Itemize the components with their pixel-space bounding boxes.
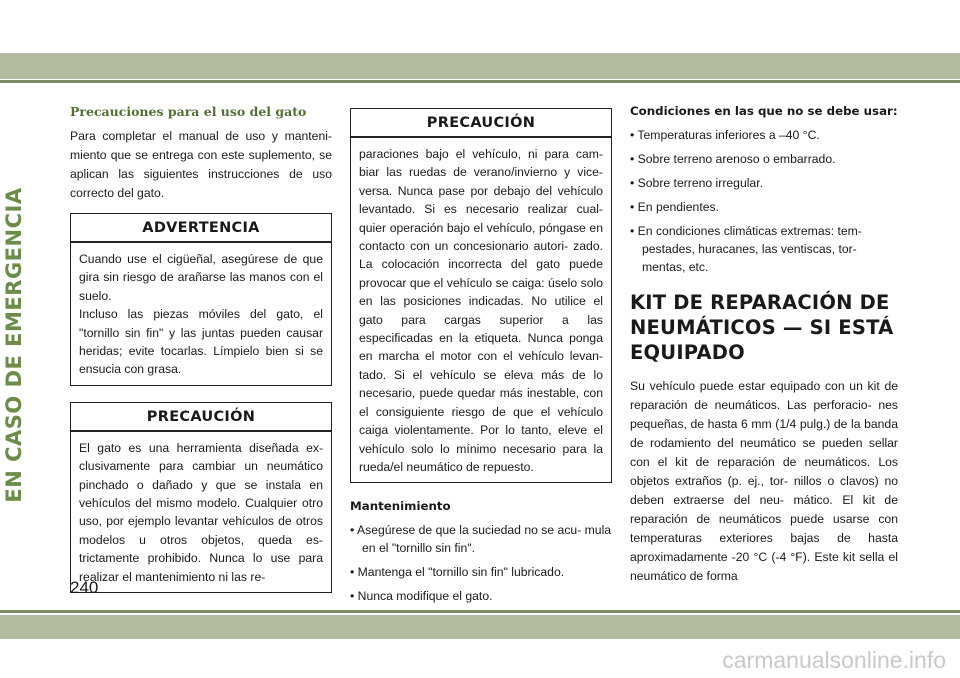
intro-paragraph: Para completar el manual de uso y manteni- miento que se entrega con este suplemento, se aplican las siguientes instrucciones de uso correcto del gato. [70,129,332,200]
list-item: • En pendientes. [630,200,719,214]
jack-precautions-heading: Precauciones para el uso del gato [70,104,307,119]
list-item: • Mantenga el "tornillo sin fin" lubricado. [350,565,565,580]
warning-title: ADVERTENCIA [71,214,331,243]
list-item: • Sobre terreno irregular. [630,176,763,190]
list-item: • Asegúrese de que la suciedad no se acu- mula en el "tornillo sin fin". [350,523,612,556]
header-band [0,0,960,80]
warning-text-1: Cuando use el cigüeñal, asegúrese de que gira sin riesgo de arañarse las manos con el suelo. [79,252,323,303]
caution-title: PRECAUCIÓN [71,403,331,432]
conditions-list [630,126,898,276]
caution-body-continued: paraciones bajo el vehículo, ni para cam- biar las ruedas de verano/invierno y vice- versa. Nunca pase por debajo del vehículo levantado. Si es necesario realizar cual- quier operación bajo el vehículo, póngase en contacto con un concesionario autori- zado. La colocación incorrecta del gato puede provocar que el vehículo se caiga: úselo solo en las posiciones indicadas. No utilice el gato para cargas superior a las especificadas en la etiqueta. Nunca ponga en marcha el motor con el vehículo levan- tado. Si el vehículo se eleva más de lo necesario, puede quedar más inestable, con el consiguiente riesgo de que el vehículo caiga violentamente. Por lo tanto, eleve el vehículo solo lo mínimo necesario para la rueda/el neumático de repuesto. [359,147,603,474]
warning-box [70,213,332,386]
column-left [70,100,332,609]
header-green-bar [0,53,960,79]
column-right [630,100,898,596]
maintenance-list [350,521,612,605]
tire-repair-kit-body: Su vehículo puede estar equipado con un kit de reparación de neumáticos. Las perforacio- nes pequeñas, de hasta 6 mm (1/4 pulg.) de la banda de rodamiento del neumático se pueden sellar con el kit de reparación de neumáticos. Los objetos extraños (p. ej., tor- nillos o clavos) no deben extraerse del neu- mático. El kit de reparación de neumáticos puede usarse con temperaturas exteriores bajas de hasta aproximadamente -20 °C (-4 °F). Este kit sella el neumático de forma [630,379,898,583]
list-item: • Sobre terreno arenoso o embarrado. [630,152,836,166]
section-tab-label: EN CASO DE EMERGENCIA [2,187,26,503]
caution-box [70,402,332,593]
warning-text-2: Incluso las piezas móviles del gato, el "tornillo sin fin" y las juntas pueden causar heridas; evite tocarlas. Límpielo bien si se ensucia con grasa. [79,307,323,377]
footer-rule [0,610,960,613]
header-rule [0,80,960,83]
conditions-heading: Condiciones en las que no se debe usar: [630,104,898,118]
caution-title-continued: PRECAUCIÓN [351,109,611,138]
caution-box-continued [350,108,612,483]
warning-body [71,243,331,385]
maintenance-heading: Mantenimiento [350,499,451,514]
footer-green-bar [0,615,960,639]
caution-body: El gato es una herramienta diseñada ex- clusivamente para cambiar un neumático pinchado o dañado y que se instala en vehículos del mismo modelo. Cualquier otro uso, por ejemplo levantar vehículos de otros modelos u otros objetos, queda es- trictamente prohibido. Nunca lo use para realizar el mantenimiento ni las re- [79,440,323,584]
tire-repair-kit-heading: KIT DE REPARACIÓN DE NEUMÁTICOS — SI ESTÁ EQUIPADO [630,291,894,364]
list-item: • En condiciones climáticas extremas: tem- pestades, huracanes, las ventiscas, tor- mentas, etc. [630,224,862,274]
page-number: 240 [70,578,99,597]
column-middle [350,108,612,611]
list-item: • Temperaturas inferiores a –40 °C. [630,128,820,142]
list-item: • Nunca modifique el gato. [350,589,493,604]
watermark-text: carmanualsonline.info [722,647,946,673]
